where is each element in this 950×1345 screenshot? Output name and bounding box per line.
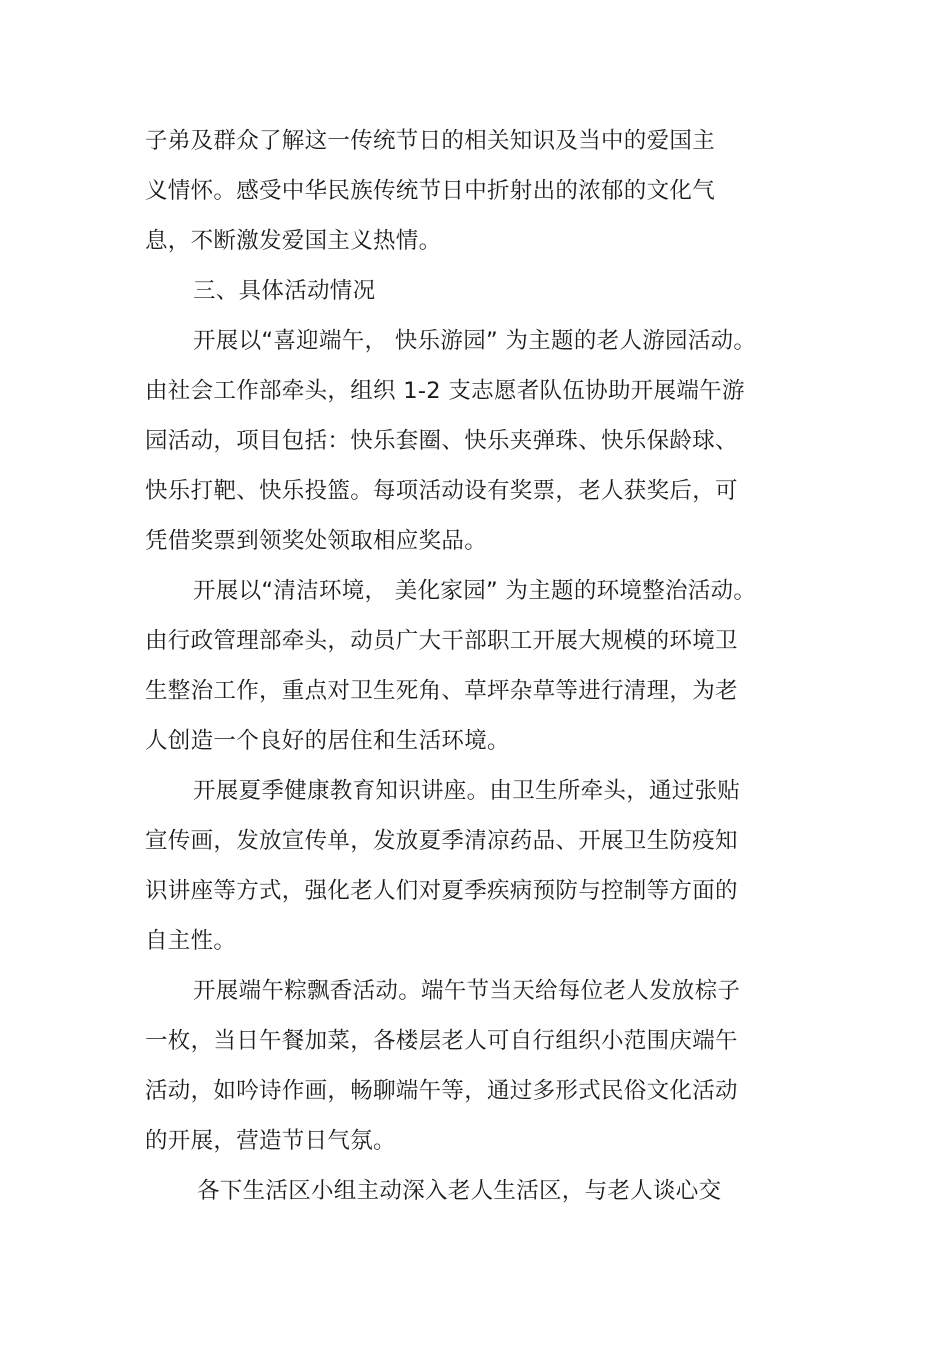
text-line: 开展端午粽飘香活动。端午节当天给每位老人发放棕子 [193,978,741,1004]
text-line: 宣传画，发放宣传单，发放夏季清凉药品、开展卫生防疫知 [145,828,738,854]
text-line: 识讲座等方式，强化老人们对夏季疾病预防与控制等方面的 [145,878,738,904]
text-line: 息，不断激发爱国主义热情。 [145,228,442,254]
text-line: 由行政管理部牵头，动员广大干部职工开展大规模的环境卫 [145,628,738,654]
text-line: 一枚，当日午餐加菜，各楼层老人可自行组织小范围庆端午 [145,1028,738,1054]
text-line: 的开展，营造节日气氛。 [145,1128,396,1154]
text-line: 开展夏季健康教育知识讲座。由卫生所牵头，通过张贴 [193,778,741,804]
text-line: 子弟及群众了解这一传统节日的相关知识及当中的爱国主 [145,128,716,154]
section-heading: 三、具体活动情况 [193,278,376,304]
text-line: 凭借奖票到领奖处领取相应奖品。 [145,528,488,554]
text-line: 开展以“清洁环境， 美化家园” 为主题的环境整治活动。 [193,578,757,604]
text-line: 开展以“喜迎端午， 快乐游园” 为主题的老人游园活动。 [193,328,757,354]
text-line: 园活动，项目包括：快乐套圈、快乐夹弹珠、快乐保龄球、 [145,428,738,454]
text-line: 由社会工作部牵头，组织 1-2 支志愿者队伍协助开展端午游 [145,378,745,404]
text-line: 义情怀。感受中华民族传统节日中折射出的浓郁的文化气 [145,178,716,204]
text-line: 人创造一个良好的居住和生活环境。 [145,728,510,754]
text-line: 生整治工作，重点对卫生死角、草坪杂草等进行清理，为老 [145,678,738,704]
text-line: 自主性。 [145,928,237,954]
text-line: 各下生活区小组主动深入老人生活区，与老人谈心交 [197,1178,722,1204]
text-line: 活动，如吟诗作画，畅聊端午等，通过多形式民俗文化活动 [145,1078,738,1104]
text-line: 快乐打靶、快乐投篮。每项活动设有奖票，老人获奖后，可 [145,478,738,504]
